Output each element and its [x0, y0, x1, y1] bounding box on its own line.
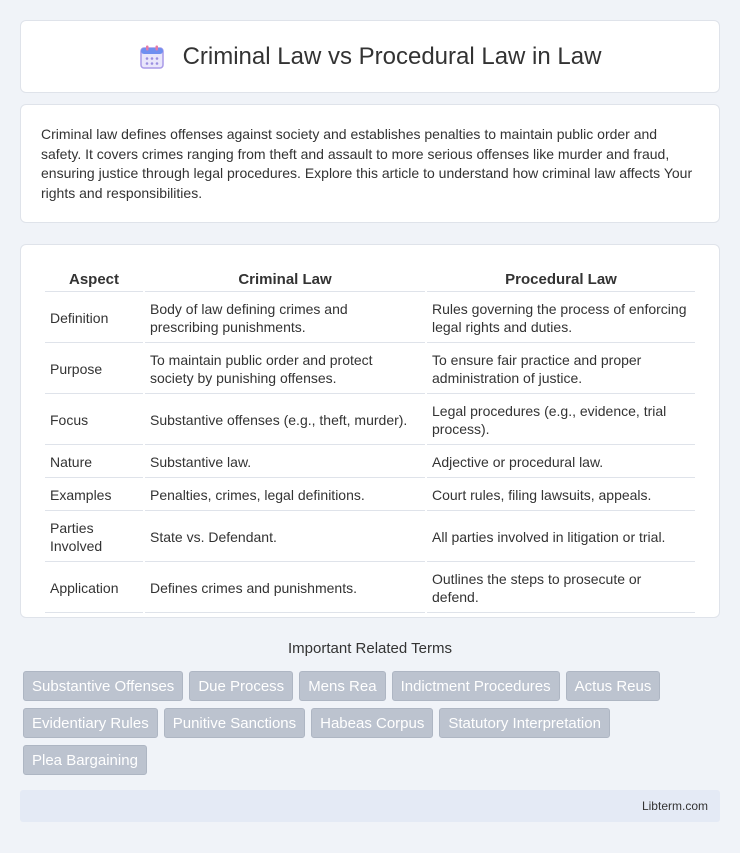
tag-punitive-sanctions[interactable]: Punitive Sanctions — [164, 708, 305, 738]
cell-criminal: State vs. Defendant. — [145, 513, 425, 562]
cell-procedural: All parties involved in litigation or trial. — [427, 513, 695, 562]
cell-procedural: Rules governing the process of enforcing legal rights and duties. — [427, 294, 695, 343]
table-row — [45, 396, 695, 445]
intro-text: Criminal law defines offenses against society and establishes penalties to maintain public order and safety. It covers crimes ranging from theft and assault to more serious offenses like murder and fraud, ensuring justice through legal procedures. Explore this article to understand how criminal law affects Your rights and responsibilities. — [41, 126, 693, 201]
cell-aspect: Parties Involved — [45, 513, 143, 562]
page-title: Criminal Law vs Procedural Law in Law — [182, 42, 602, 70]
calendar-icon — [139, 44, 165, 70]
cell-criminal: Substantive offenses (e.g., theft, murder). — [145, 396, 425, 445]
cell-aspect: Nature — [45, 447, 143, 478]
cell-procedural: To ensure fair practice and proper administration of justice. — [427, 345, 695, 394]
comparison-table — [43, 265, 697, 615]
cell-procedural: Adjective or procedural law. — [427, 447, 695, 478]
tag-plea-bargaining[interactable]: Plea Bargaining — [23, 745, 147, 775]
tag-actus-reus[interactable]: Actus Reus — [566, 671, 661, 701]
cell-aspect: Application — [45, 564, 143, 613]
comparison-card — [20, 244, 720, 618]
cell-procedural: Legal procedures (e.g., evidence, trial process). — [427, 396, 695, 445]
related-terms-tags — [23, 671, 723, 775]
tag-due-process[interactable]: Due Process — [189, 671, 293, 701]
cell-aspect: Purpose — [45, 345, 143, 394]
header-aspect: Aspect — [45, 267, 143, 292]
tag-habeas-corpus[interactable]: Habeas Corpus — [311, 708, 433, 738]
table-row — [45, 294, 695, 343]
cell-aspect: Examples — [45, 480, 143, 511]
footer-site-link[interactable]: Libterm.com — [641, 799, 708, 813]
cell-aspect: Focus — [45, 396, 143, 445]
cell-criminal: Body of law defining crimes and prescribing punishments. — [145, 294, 425, 343]
footer — [20, 790, 720, 822]
cell-procedural: Court rules, filing lawsuits, appeals. — [427, 480, 695, 511]
tag-substantive-offenses[interactable]: Substantive Offenses — [23, 671, 183, 701]
related-terms-title: Important Related Terms — [288, 640, 452, 657]
cell-criminal: To maintain public order and protect society by punishing offenses. — [145, 345, 425, 394]
table-header-row — [45, 267, 695, 292]
tag-indictment-procedures[interactable]: Indictment Procedures — [392, 671, 560, 701]
tag-evidentiary-rules[interactable]: Evidentiary Rules — [23, 708, 158, 738]
tag-mens-rea[interactable]: Mens Rea — [299, 671, 385, 701]
cell-criminal: Defines crimes and punishments. — [145, 564, 425, 613]
header-card — [20, 20, 720, 93]
cell-criminal: Substantive law. — [145, 447, 425, 478]
title-wrap — [139, 43, 602, 71]
tag-statutory-interpretation[interactable]: Statutory Interpretation — [439, 708, 610, 738]
cell-criminal: Penalties, crimes, legal definitions. — [145, 480, 425, 511]
table-row — [45, 447, 695, 478]
cell-procedural: Outlines the steps to prosecute or defend. — [427, 564, 695, 613]
table-row — [45, 345, 695, 394]
intro-card — [20, 104, 720, 223]
header-procedural-law: Procedural Law — [427, 267, 695, 292]
table-row — [45, 480, 695, 511]
header-criminal-law: Criminal Law — [145, 267, 425, 292]
table-row — [45, 513, 695, 562]
table-row — [45, 564, 695, 613]
cell-aspect: Definition — [45, 294, 143, 343]
